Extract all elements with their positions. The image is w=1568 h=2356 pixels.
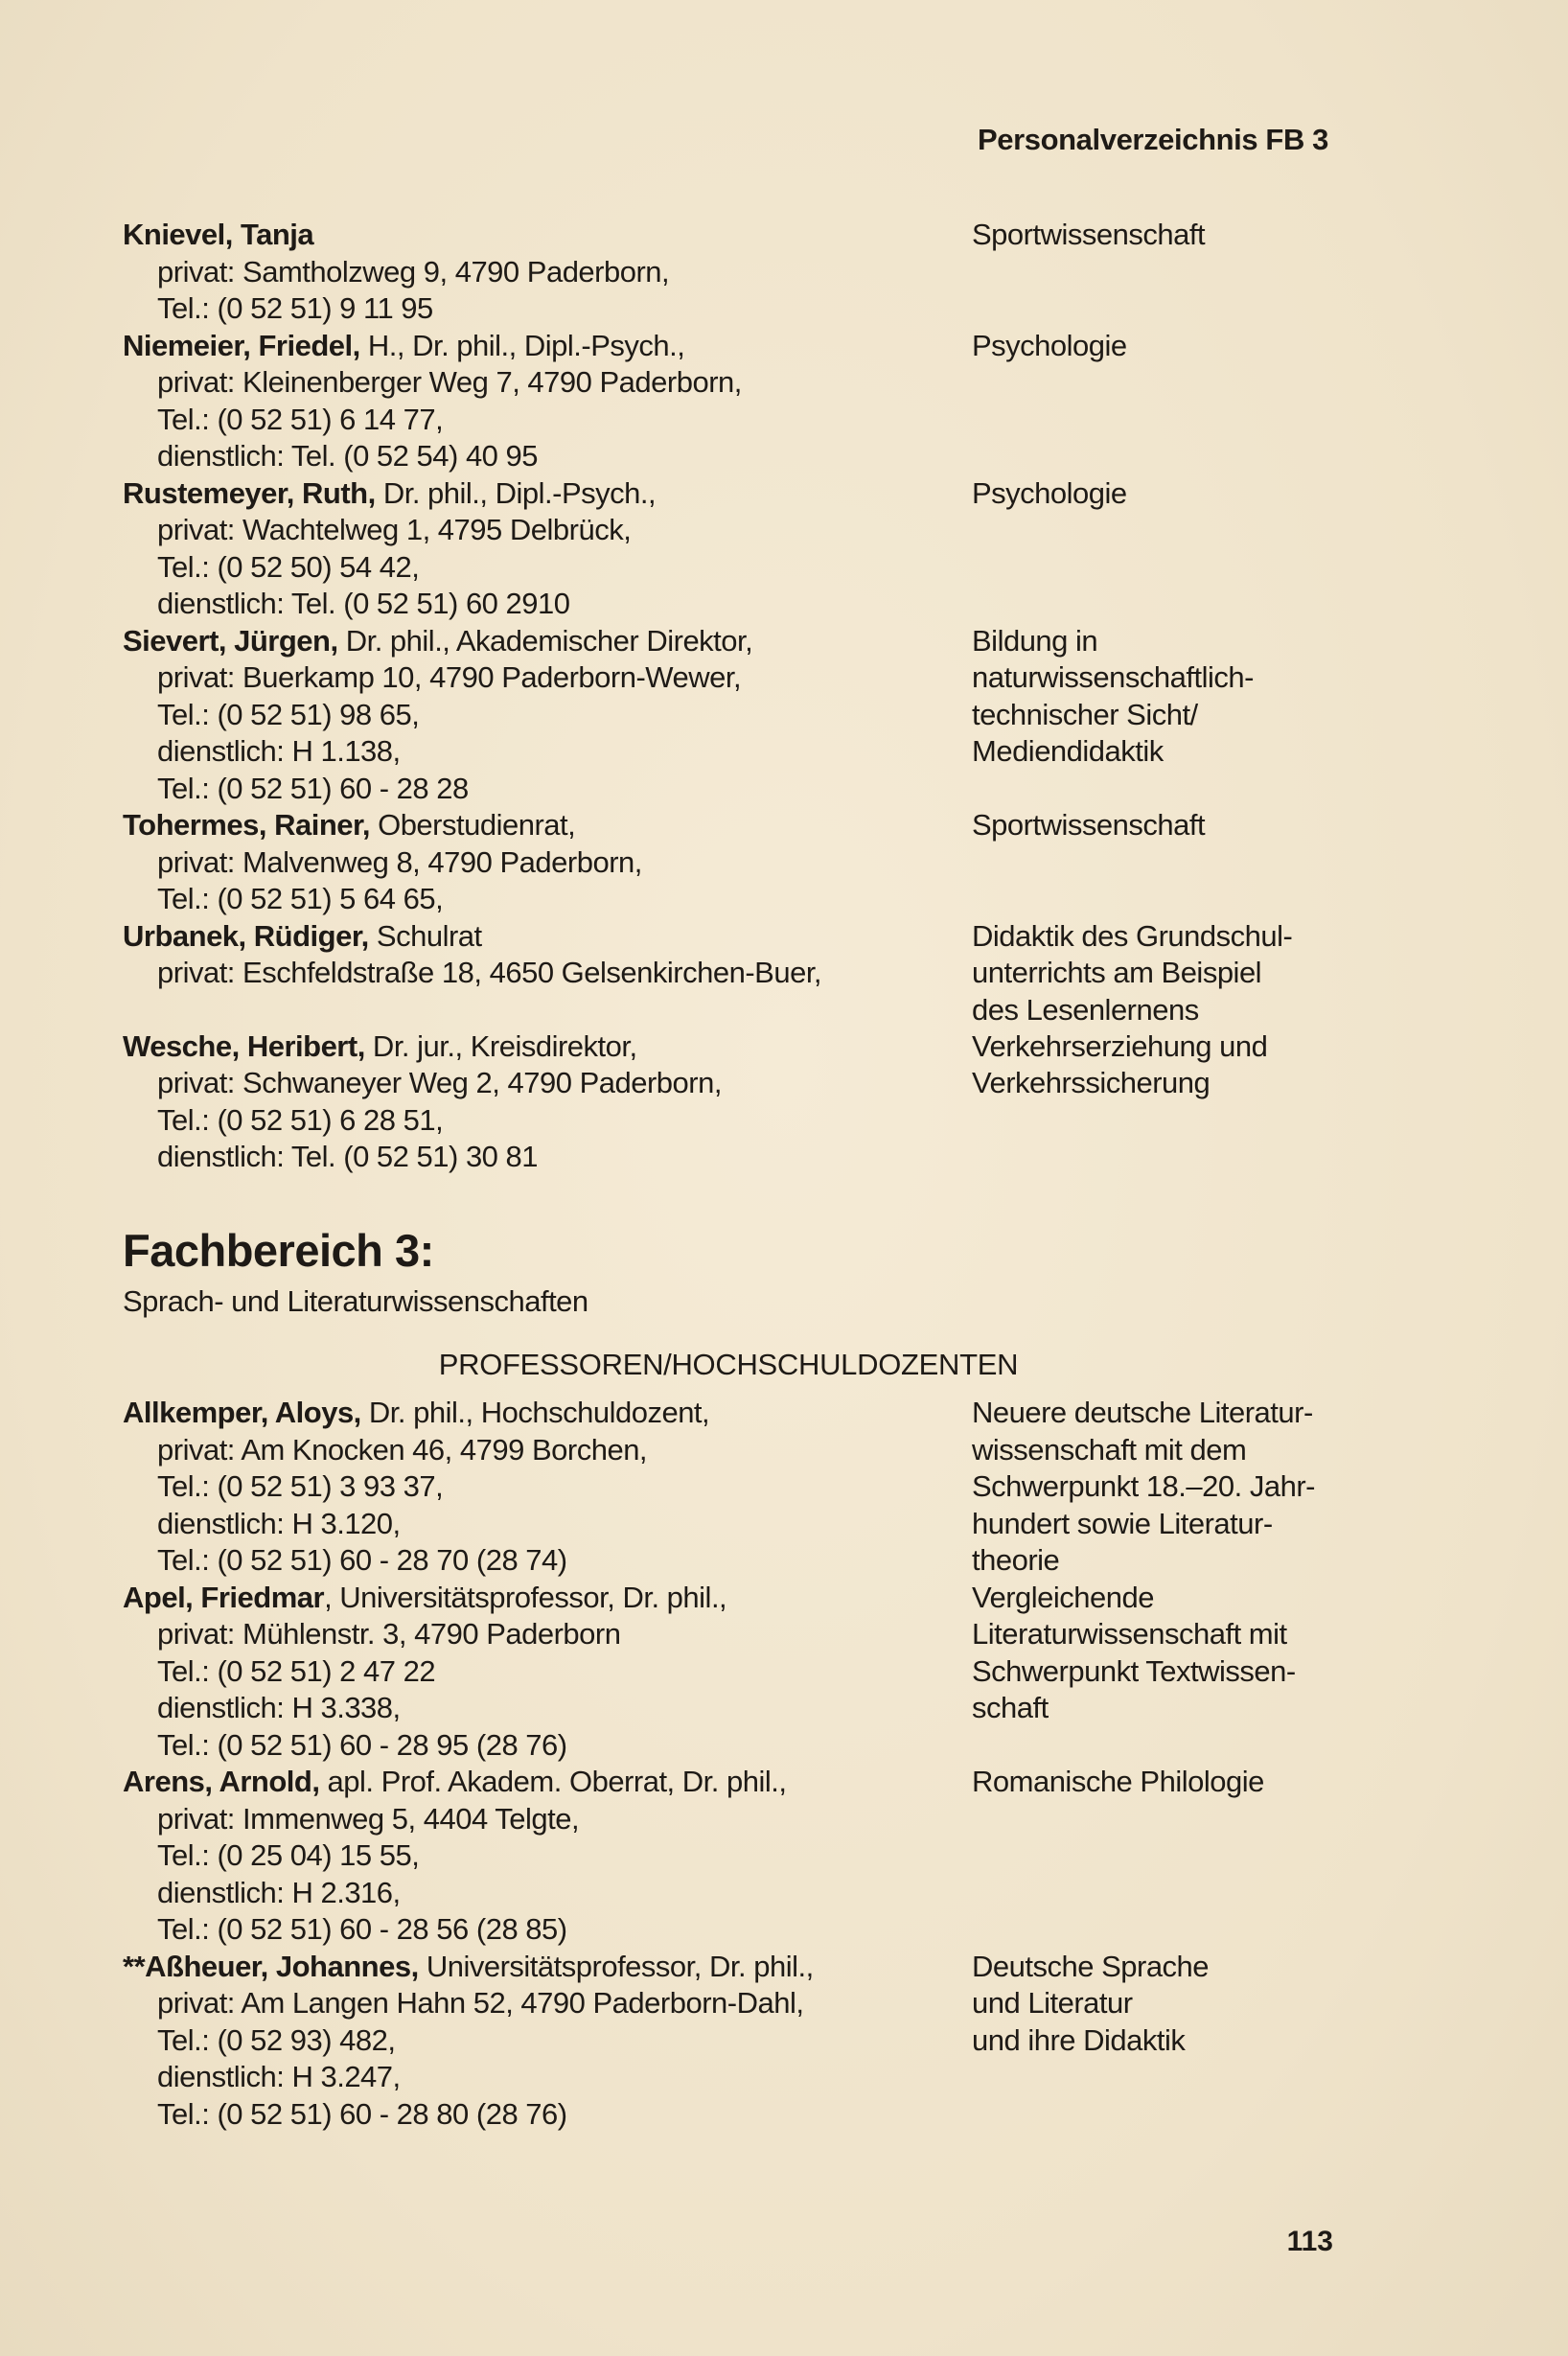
contact-line: Tel.: (0 52 93) 482, bbox=[157, 2022, 396, 2057]
contact-line: Tel.: (0 52 51) 9 11 95 bbox=[157, 291, 433, 325]
entry-name-line bbox=[123, 623, 947, 660]
contact-line: Tel.: (0 52 50) 54 42, bbox=[157, 549, 420, 584]
contact-line: privat: Wachtelweg 1, 4795 Delbrück, bbox=[157, 513, 632, 546]
person-name: Urbanek, Rüdiger, bbox=[123, 918, 369, 953]
staff-list-top bbox=[123, 217, 1330, 1176]
subject-line: Schwerpunkt Textwissen- bbox=[972, 1653, 1296, 1688]
entry-details bbox=[123, 807, 947, 918]
subject-line: Verkehrssicherung bbox=[972, 1066, 1211, 1099]
contact-line: Tel.: (0 52 51) 60 - 28 95 (28 76) bbox=[157, 1727, 567, 1762]
person-name: Allkemper, Aloys, bbox=[123, 1396, 361, 1429]
entry-details bbox=[123, 1028, 947, 1176]
directory-entry bbox=[123, 1395, 1330, 1580]
subject-line: und ihre Didaktik bbox=[972, 2022, 1186, 2057]
contact-line: Tel.: (0 52 51) 98 65, bbox=[157, 697, 420, 731]
contact-line: Tel.: (0 52 51) 2 47 22 bbox=[157, 1653, 436, 1688]
person-name: Knievel, Tanja bbox=[123, 218, 314, 251]
entry-details bbox=[123, 1764, 947, 1949]
subject-line: Vergleichende bbox=[972, 1580, 1154, 1614]
entry-details bbox=[123, 217, 947, 328]
contact-line: Tel.: (0 52 51) 6 14 77, bbox=[157, 402, 444, 436]
person-title: Dr. jur., Kreisdirektor, bbox=[364, 1028, 637, 1063]
contact-line: privat: Kleinenberger Weg 7, 4790 Paderborn, bbox=[157, 365, 742, 399]
person-name: Sievert, Jürgen, bbox=[123, 623, 338, 658]
subject-line: und Literatur bbox=[972, 1986, 1133, 2020]
directory-entry bbox=[123, 328, 1330, 475]
subject-line: unterrichts am Beispiel bbox=[972, 956, 1262, 989]
person-title: H., Dr. phil., Dipl.-Psych., bbox=[359, 328, 685, 362]
entry-name-line bbox=[123, 1028, 947, 1066]
entry-name-line bbox=[123, 1949, 947, 1986]
subject-line: des Lesenlernens bbox=[972, 992, 1199, 1027]
subject-line: technischer Sicht/ bbox=[972, 697, 1198, 731]
subject-line: Schwerpunkt 18.–20. Jahr- bbox=[972, 1469, 1315, 1503]
directory-entry bbox=[123, 1580, 1330, 1765]
directory-entry bbox=[123, 807, 1330, 918]
subject-area bbox=[972, 475, 1355, 513]
subject-line: hundert sowie Literatur- bbox=[972, 1506, 1273, 1540]
page-number: 113 bbox=[1286, 2226, 1333, 2257]
subject-area bbox=[972, 807, 1355, 844]
section-title: Fachbereich 3: bbox=[123, 1225, 434, 1276]
subject-line: Deutsche Sprache bbox=[972, 1949, 1210, 1983]
directory-entry bbox=[123, 217, 1330, 328]
subject-line: theorie bbox=[972, 1543, 1060, 1577]
subject-line: Sportwissenschaft bbox=[972, 218, 1206, 251]
entry-details bbox=[123, 475, 947, 623]
person-title: apl. Prof. Akadem. Oberrat, Dr. phil., bbox=[319, 1765, 787, 1798]
subject-line: Psychologie bbox=[972, 475, 1127, 510]
contact-line: privat: Immenweg 5, 4404 Telgte, bbox=[157, 1801, 580, 1836]
contact-line: Tel.: (0 52 51) 6 28 51, bbox=[157, 1102, 444, 1137]
subject-area bbox=[972, 623, 1355, 771]
subject-line: Neuere deutsche Literatur- bbox=[972, 1396, 1313, 1429]
contact-line: Tel.: (0 52 51) 3 93 37, bbox=[157, 1469, 444, 1503]
subject-area bbox=[972, 1395, 1355, 1580]
entry-name-line bbox=[123, 1580, 947, 1617]
contact-line: privat: Samtholzweg 9, 4790 Paderborn, bbox=[157, 254, 670, 289]
subject-area bbox=[972, 918, 1355, 1029]
directory-entry bbox=[123, 1764, 1330, 1949]
entry-details bbox=[123, 1580, 947, 1765]
category-heading: PROFESSOREN/HOCHSCHULDOZENTEN bbox=[438, 1348, 1019, 1381]
subject-line: Sportwissenschaft bbox=[972, 808, 1206, 842]
directory-entry bbox=[123, 1949, 1330, 2134]
subject-area bbox=[972, 217, 1355, 254]
person-title: Oberstudienrat, bbox=[369, 808, 576, 842]
person-name: Tohermes, Rainer, bbox=[123, 808, 370, 842]
person-name: Rustemeyer, Ruth, bbox=[123, 475, 376, 510]
contact-line: Tel.: (0 25 04) 15 55, bbox=[157, 1838, 420, 1872]
directory-entry bbox=[123, 918, 1330, 1027]
contact-line: Tel.: (0 52 51) 60 - 28 56 (28 85) bbox=[157, 1912, 567, 1946]
person-name: Niemeier, Friedel, bbox=[123, 328, 360, 362]
subject-line: Didaktik des Grundschul- bbox=[972, 918, 1293, 953]
contact-line: privat: Schwaneyer Weg 2, 4790 Paderborn, bbox=[157, 1066, 722, 1099]
contact-line: dienstlich: H 3.247, bbox=[157, 2060, 401, 2093]
entry-name-line bbox=[123, 328, 947, 365]
person-title: Dr. phil., Akademischer Direktor, bbox=[337, 623, 753, 658]
section-subtitle: Sprach- und Literaturwissenschaften bbox=[123, 1284, 588, 1318]
contact-line: dienstlich: H 3.338, bbox=[157, 1691, 401, 1724]
contact-line: Tel.: (0 52 51) 5 64 65, bbox=[157, 882, 444, 915]
subject-line: Bildung in bbox=[972, 623, 1098, 658]
person-title: , Universitätsprofessor, Dr. phil., bbox=[324, 1580, 727, 1614]
subject-line: schaft bbox=[972, 1691, 1049, 1724]
contact-line: Tel.: (0 52 51) 60 - 28 28 bbox=[157, 771, 469, 805]
directory-entry bbox=[123, 475, 1330, 623]
contact-line: dienstlich: Tel. (0 52 54) 40 95 bbox=[157, 439, 539, 473]
subject-line: Mediendidaktik bbox=[972, 734, 1164, 768]
directory-entry bbox=[123, 623, 1330, 808]
entry-details bbox=[123, 918, 947, 992]
contact-line: dienstlich: Tel. (0 52 51) 30 81 bbox=[157, 1140, 539, 1173]
subject-area bbox=[972, 328, 1355, 365]
person-title: Universitätsprofessor, Dr. phil., bbox=[418, 1949, 814, 1983]
contact-line: dienstlich: H 3.120, bbox=[157, 1506, 401, 1540]
subject-area bbox=[972, 1764, 1355, 1801]
contact-line: privat: Eschfeldstraße 18, 4650 Gelsenkirchen-Buer, bbox=[157, 956, 822, 989]
contact-line: Tel.: (0 52 51) 60 - 28 70 (28 74) bbox=[157, 1543, 567, 1577]
subject-area bbox=[972, 1580, 1355, 1727]
subject-area bbox=[972, 1028, 1355, 1102]
subject-area bbox=[972, 1949, 1355, 2060]
subject-line: naturwissenschaftlich- bbox=[972, 660, 1254, 694]
contact-line: privat: Mühlenstr. 3, 4790 Paderborn bbox=[157, 1617, 621, 1651]
entry-name-line bbox=[123, 475, 947, 513]
entry-details bbox=[123, 623, 947, 808]
entry-details bbox=[123, 1395, 947, 1580]
person-name: Wesche, Heribert, bbox=[123, 1028, 365, 1063]
contact-line: privat: Malvenweg 8, 4790 Paderborn, bbox=[157, 844, 642, 879]
person-name: Arens, Arnold, bbox=[123, 1765, 320, 1798]
directory-entry bbox=[123, 1028, 1330, 1176]
contact-line: privat: Buerkamp 10, 4790 Paderborn-Wewer, bbox=[157, 660, 742, 694]
contact-line: Tel.: (0 52 51) 60 - 28 80 (28 76) bbox=[157, 2096, 567, 2131]
entry-name-line bbox=[123, 807, 947, 844]
person-title: Schulrat bbox=[368, 918, 482, 953]
entry-details bbox=[123, 1949, 947, 2134]
person-title: Dr. phil., Dipl.-Psych., bbox=[375, 475, 657, 510]
contact-line: privat: Am Knocken 46, 4799 Borchen, bbox=[157, 1432, 648, 1467]
entry-details bbox=[123, 328, 947, 475]
contact-line: dienstlich: H 1.138, bbox=[157, 734, 401, 768]
contact-line: privat: Am Langen Hahn 52, 4790 Paderborn-Dahl, bbox=[157, 1986, 804, 2020]
subject-line: Romanische Philologie bbox=[972, 1765, 1264, 1798]
subject-line: Psychologie bbox=[972, 328, 1127, 362]
staff-list-bottom bbox=[123, 1395, 1330, 2133]
subject-line: wissenschaft mit dem bbox=[972, 1432, 1247, 1467]
subject-line: Literaturwissenschaft mit bbox=[972, 1617, 1287, 1651]
entry-name-line bbox=[123, 217, 947, 254]
person-name: **Aßheuer, Johannes, bbox=[123, 1949, 419, 1983]
entry-name-line bbox=[123, 1764, 947, 1801]
contact-line: dienstlich: Tel. (0 52 51) 60 2910 bbox=[157, 587, 570, 620]
contact-line: dienstlich: H 2.316, bbox=[157, 1875, 401, 1909]
person-name: Apel, Friedmar bbox=[123, 1580, 325, 1614]
subject-line: Verkehrserziehung und bbox=[972, 1028, 1268, 1063]
entry-name-line bbox=[123, 918, 947, 956]
running-header: Personalverzeichnis FB 3 bbox=[977, 123, 1328, 156]
person-title: Dr. phil., Hochschuldozent, bbox=[360, 1396, 710, 1429]
entry-name-line bbox=[123, 1395, 947, 1432]
